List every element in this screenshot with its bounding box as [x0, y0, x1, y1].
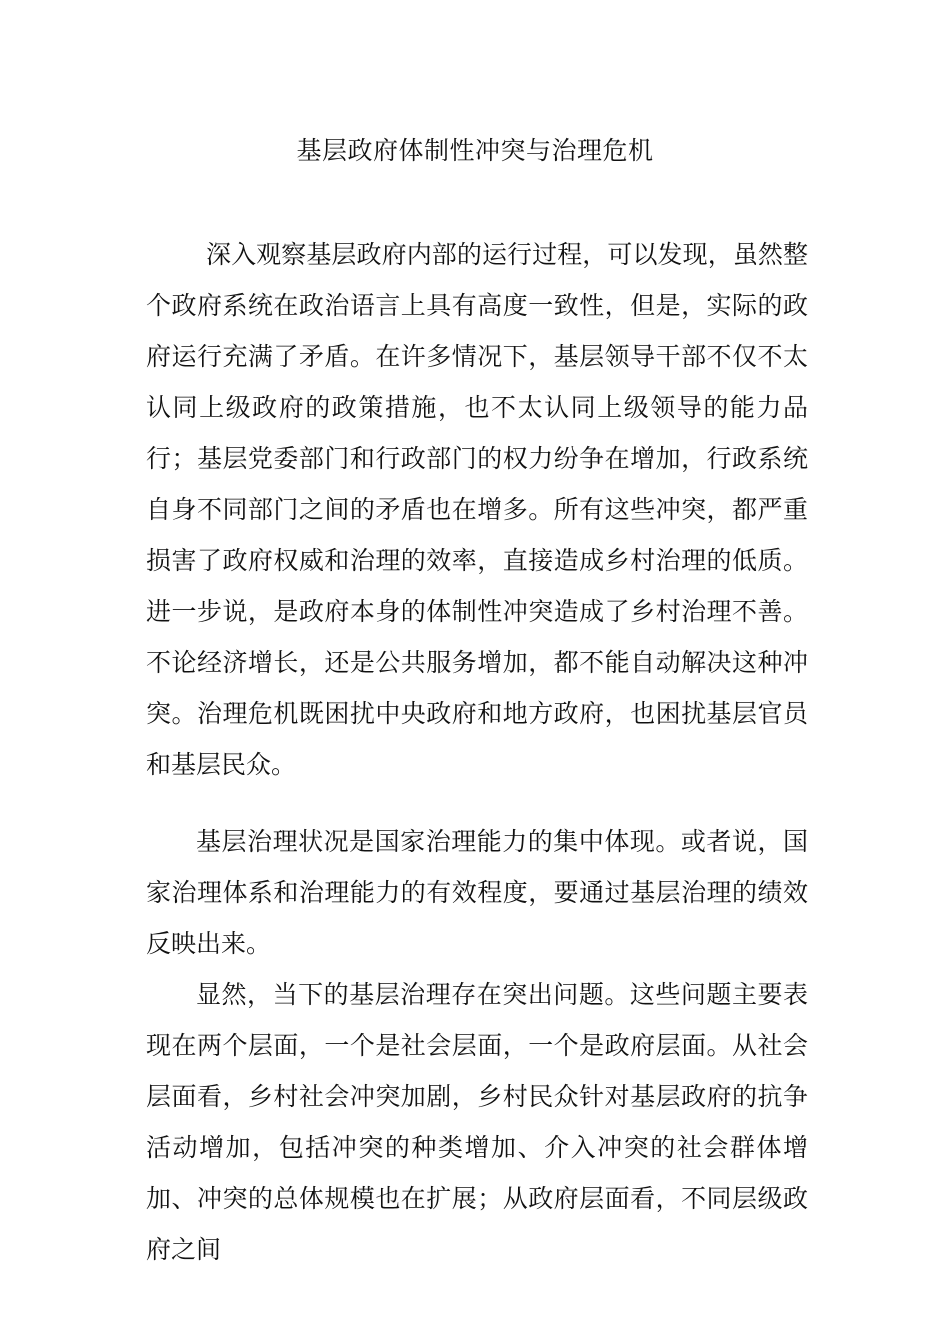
paragraph-1: 深入观察基层政府内部的运行过程，可以发现，虽然整个政府系统在政治语言上具有高度一致性，但是，实际的政府运行充满了矛盾。在许多情况下，基层领导干部不仅不太认同上级政府的政策措施，也不太认同上级领导的能力品行；基层党委部门和行政部门的权力纷争在增加，行政系统自身不同部门之间的矛盾也在增多。所有这些冲突，都严重损害了政府权威和治理的效率，直接造成乡村治理的低质。进一步说，是政府本身的体制性冲突造成了乡村治理不善。不论经济增长，还是公共服务增加，都不能自动解决这种冲突。治理危机既困扰中央政府和地方政府，也困扰基层官员和基层民众。 — [146, 240, 808, 779]
document-title: 基层政府体制性冲突与治理危机 — [296, 136, 654, 165]
document-body — [146, 229, 808, 1275]
paragraph-3: 显然，当下的基层治理存在突出问题。这些问题主要表现在两个层面，一个是社会层面，一个是政府层面。从社会层面看，乡村社会冲突加剧，乡村民众针对基层政府的抗争活动增加，包括冲突的种类增加、介入冲突的社会群体增加、冲突的总体规模也在扩展；从政府层面看，不同层级政府之间 — [146, 980, 808, 1264]
paragraph-2: 基层治理状况是国家治理能力的集中体现。或者说，国家治理体系和治理能力的有效程度，要通过基层治理的绩效反映出来。 — [146, 827, 808, 958]
